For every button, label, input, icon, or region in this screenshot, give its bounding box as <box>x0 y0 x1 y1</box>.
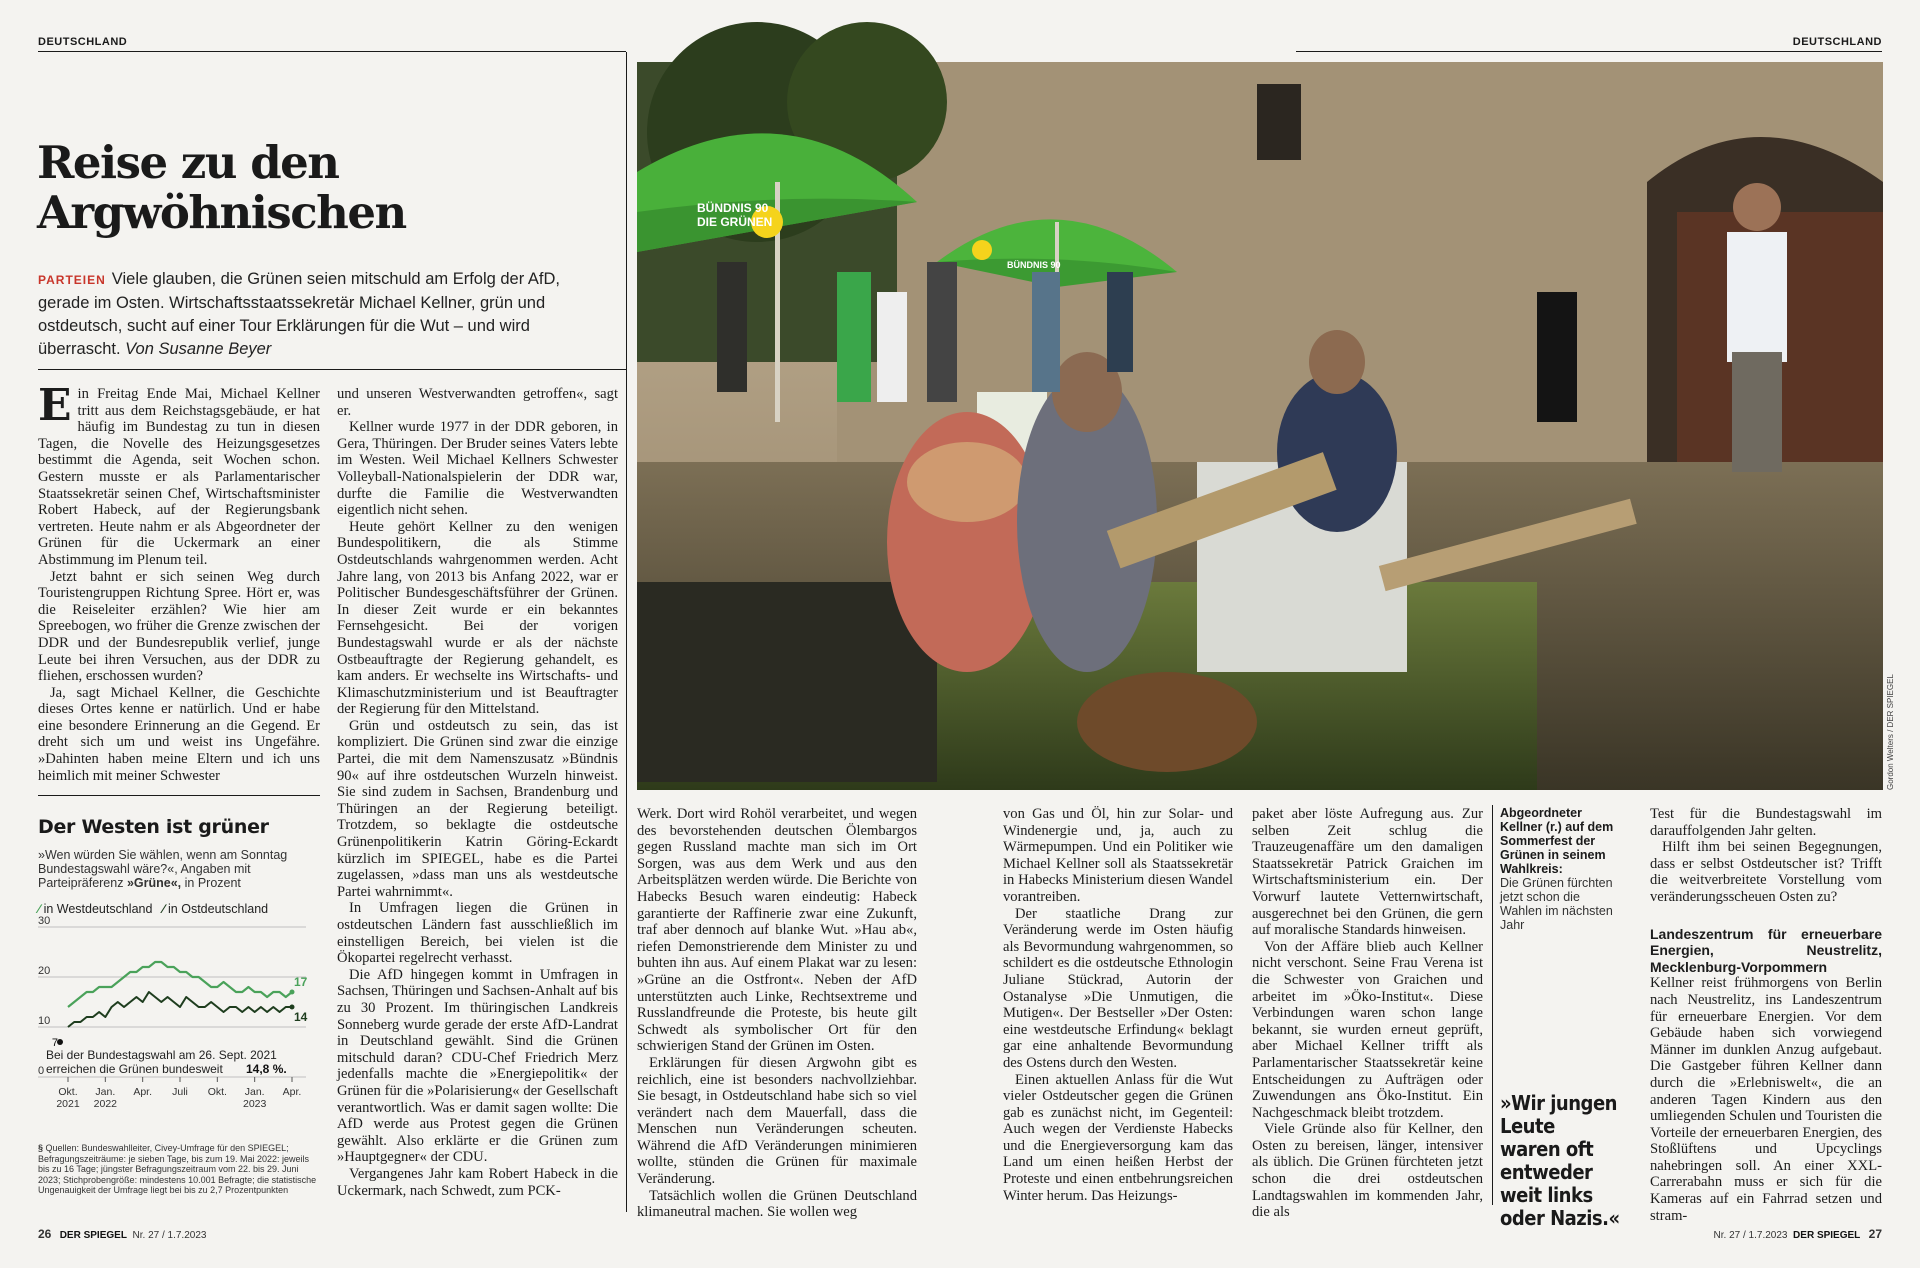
photo-caption <box>1500 806 1620 932</box>
text-column-1 <box>38 380 320 788</box>
chart-title: Der Westen ist grüner <box>38 816 269 838</box>
legend-swatch-west: ∕ <box>38 902 41 916</box>
x-tick-label: Apr. <box>282 1086 302 1098</box>
x-tick-label: 2023 <box>242 1098 267 1110</box>
col3-para-1: Werk. Dort wird Rohöl verarbeitet, und wegen des bevorstehenden deutschen Ölembargos gegen Russland machte man sich im Ort Sorgen, was aus dem Werk und aus den Arbeitsplätzen werden würde. Die Berichte von Habecks Besuch waren eindeutig: Habeck garantierte der Raffinerie zwar eine Zukunft, traf aber dennoch auf blanke Wut. »Hau ab«, riefen Demonstrierende dem Minister zu und buhten ihn aus. Auf einem Plakat war zu lesen: »Grüne an die Ostfront«. Neben der AfD unterstützten auch Linke, Rechtsextreme und Russlandfreunde die Proteste, bis heute gilt Schwedt als symbolischer Ort für den schwierigen Stand der Grünen im Osten. <box>637 806 917 1055</box>
col5-para-3: Viele Gründe also für Kellner, den Osten zu bereisen, länger, intensiver als üblich. Die Grünen fürchteten jetzt schon die drei ostdeutschen Landtagswahlen im kommenden Jahr, die als <box>1252 1121 1483 1221</box>
chart-legend <box>38 902 320 916</box>
article-lead <box>38 268 608 361</box>
text-column-2 <box>337 386 618 1208</box>
umbrella-text-1: BÜNDNIS 90 <box>697 201 769 215</box>
text-column-6 <box>1650 806 1882 1224</box>
caption-bold: Abgeordneter Kellner (r.) auf dem Sommerfest der Grünen in seinem Wahlkreis: <box>1500 806 1614 876</box>
chart-top-rule <box>38 795 320 796</box>
chart-subtitle-text: »Wen würden Sie wählen, wenn am Sonntag Bundestagswahl wäre?«, Angaben mit Parteipräferenz <box>38 848 288 890</box>
text-column-3 <box>637 806 917 1221</box>
x-tick-label: 2022 <box>93 1098 118 1110</box>
col2-para-3: Heute gehört Kellner zu den wenigen Bundespolitikern, die als Stimme Ostdeutschlands wahrgenommen werden. Acht Jahre lang, von 2013 bis Anfang 2022, war er Politischer Bundesgeschäftsführer der Grünen. In dieser Zeit wurde er ein bekanntes Fernsehgesicht. Bei der vorigen Bundestagswahl wurde er als der nächste Ostbeauftragte der Regierung gehandelt, es kam anders. Er wechselte ins Wirtschafts- und Klimaschutzministerium und ist Beauftragter der Regierung für den Mittelstand. <box>337 518 618 718</box>
article-title <box>37 138 597 238</box>
end-point-east <box>290 1005 295 1010</box>
magazine-name-right: DER SPIEGEL <box>1793 1230 1861 1241</box>
photo-illustration <box>637 62 1883 790</box>
chart-subtitle-end: in Prozent <box>184 876 241 890</box>
column-rule-main <box>626 52 627 1212</box>
header-rule-left <box>38 51 626 52</box>
y-tick-label: 20 <box>38 965 51 977</box>
footer-left <box>38 1227 206 1241</box>
end-label-west: 17 <box>294 975 308 989</box>
x-tick-label: Okt. <box>207 1086 227 1098</box>
x-tick-label: Juli <box>172 1086 188 1098</box>
section-label-right: DEUTSCHLAND <box>1792 36 1882 48</box>
col2-para-1: und unseren Westverwandten getroffen«, sagt er. <box>337 386 618 419</box>
legend-swatch-east: ∕ <box>162 902 165 916</box>
legend-label-east: in Ostdeutschland <box>168 902 269 916</box>
photo-credit: Gordon Welters / DER SPIEGEL <box>1886 674 1895 790</box>
x-tick-label: Okt. <box>58 1086 78 1098</box>
svg-text:DIE GRÜNEN: DIE GRÜNEN <box>697 215 773 229</box>
text-column-4 <box>1003 806 1233 1208</box>
col4-para-1: von Gas und Öl, hin zur Solar- und Windenergie und, ja, auch zu Wärmepumpen. Und ein Politiker wie Michael Kellner soll als Staatssekretär in Habecks Ministerium diesen Wandel vorantreiben. <box>1003 806 1233 905</box>
text-column-5 <box>1252 806 1483 1221</box>
magazine-name-left: DER SPIEGEL <box>59 1230 127 1241</box>
annotation-line-1: Bei der Bundestagswahl am 26. Sept. 2021 <box>46 1048 277 1062</box>
title-line-1: Reise zu den <box>37 136 339 189</box>
kicker: PARTEIEN <box>38 273 106 287</box>
umbrella-text-2: BÜNDNIS 90 <box>1007 260 1061 270</box>
lead-rule <box>38 369 626 370</box>
chart-source: § Quellen: Bundeswahlleiter, Civey-Umfrage für den SPIEGEL; Befragungszeiträume: je sieben Tage, bis zum 19. Mai 2022: jeweils bis zu 16 Tage; jüngster Befragungszeitraum vom 22. bis 29. Juni 2023; Stichprobengröße: mindestens 10.001 Befragte; die statistische Ungenauigkeit der Umfrage liegt bei bis zu 2,7 Prozentpunkten <box>38 1143 317 1195</box>
col1-para-1: in Freitag Ende Mai, Michael Kellner tritt aus dem Reichstagsgebäude, er hat häufig im Bundestag zu tun in diesen Tagen, die Novelle des Heizungsgesetzes bestimmt die Agenda, seit Wochen schon. Gestern musste er als Parlamentarischer Staatssekretär seinen Chef, Wirtschaftsminister Robert Habeck, auf der Regierungsbank vertreten. Heute nahm er als Abgeordneter der Grünen für die Uckermark an einer Abstimmung im Plenum teil. <box>38 386 320 568</box>
annotation-value: 14,8 %. <box>246 1062 287 1076</box>
article-photo <box>637 62 1883 790</box>
subheading: Landeszentrum für erneuerbare Energien, Neustrelitz, Mecklenburg-Vorpommern <box>1650 925 1882 975</box>
x-tick-label: Apr. <box>133 1086 153 1098</box>
series-line-east <box>68 992 292 1027</box>
page-number-left: 26 <box>38 1227 52 1241</box>
lead-text: Viele glauben, die Grünen seien mitschuld am Erfolg der AfD, gerade im Osten. Wirtschaftsstaatssekretär Michael Kellner, grün und ostdeutsch, sucht auf einer Tour Erklärungen für die Wut – und wird überrascht. <box>38 270 560 358</box>
col3-para-2: Erklärungen für diesen Argwohn gibt es reichlich, eine ist besonders nachvollziehbar. Sie besagt, in Ostdeutschland habe sich so viel verändert nach dem Mauerfall, dass die Menschen nun Veränderungen scheuten. Während die AfD Veränderungen minimieren wollte, stünden die Grünen für maximale Veränderung. <box>637 1054 917 1188</box>
title-line-2: Argwöhnischen <box>37 186 406 239</box>
col4-para-2: Der staatliche Drang zur Veränderung werde im Osten häufig als Bevormundung wahrgenommen, so schildert es die ostdeutsche Ethnologin Juliane Stückrad, Autorin der Ostanalyse »Die Unmutigen, die Mutigen«. Der Bestseller »Der Osten: eine westdeutsche Erfindung« beklagt gar eine anhaltende Bevormundung des Ostens durch den Westen. <box>1003 905 1233 1071</box>
col5-para-1: paket aber löste Aufregung aus. Zur selben Zeit schlug die Trauzeugenaffäre um den damaligen Staatssekretär Patrick Graichen im Wirtschaftsministerium ein. Der Vorwurf lautete Vetternwirtschaft, ausgerechnet bei den Grünen, die gern auf moralische Standards hinweisen. <box>1252 806 1483 939</box>
col2-para-5: In Umfragen liegen die Grünen in ostdeutschen Ländern fast ausschließlich im einstelligen Bereich, bei vielen ist die Ökopartei regelrecht verhasst. <box>337 900 618 967</box>
x-tick-label: 2021 <box>56 1098 80 1110</box>
legend-item-east <box>162 902 268 916</box>
page-number-right: 27 <box>1868 1227 1882 1241</box>
col1-para-2: Jetzt bahnt er sich seinen Weg durch Touristengruppen Richtung Spree. Hört er, was die Reiseleiter erzählen? Wie hier am Spreebogen, wo früher die Grenze zwischen der DDR und der Bundesrepublik verlief, junge Leute bei ihren Versuchen, aus der DDR zu fliehen, erschossen wurden? <box>38 568 320 685</box>
col2-para-6: Die AfD hingegen kommt in Umfragen in Sachsen, Thüringen und Sachsen-Anhalt auf bis zu 30 Prozent. Im thüringischen Landkreis Sonneberg wurde gerade der erste AfD-Landrat in Deutschland gewählt. Sind die Grünen mitschuld daran? CDU-Chef Friedrich Merz jedenfalls machte die »Energiepolitik« der Grünen für die »Polarisierung« der Gesellschaft verantwortlich. Was er damit sagen wollte: Die AfD werde aus Protest gegen die Grünen gewählt. Also erklärte er die Grünen zum »Hauptgegner« der CDU. <box>337 966 618 1166</box>
col2-para-2: Kellner wurde 1977 in der DDR geboren, in Gera, Thüringen. Der Bruder seines Vaters lebte im Westen. Weil Michael Kellners Schwester Volleyball-Nationalspielerin der DDR war, durfte die Familie die Westverwandten eigentlich nicht sehen. <box>337 419 618 519</box>
author-byline: Von Susanne Beyer <box>125 340 272 358</box>
header-rule-right <box>1296 51 1882 52</box>
annotation-line-2: erreichen die Grünen bundesweit <box>46 1062 223 1076</box>
col4-para-3: Einen aktuellen Anlass für die Wut vieler Ostdeutscher gegen die Grünen gab es zunächst nicht, im Gegenteil: Auch wegen der Verdienste Habecks und die Energieversorgung kam das Land um einen heißen Herbst der Proteste und einen entbehrungsreichen Winter herum. Das Heizungs- <box>1003 1071 1233 1204</box>
col6-para-1: Test für die Bundestagswahl im darauffolgenden Jahr gelten. <box>1650 806 1882 839</box>
legend-item-west <box>38 902 152 916</box>
pull-quote: »Wir jungen Leute waren oft entweder weit links oder Nazis.« <box>1500 1091 1620 1230</box>
caption-text: Die Grünen fürchten jetzt schon die Wahlen im nächsten Jahr <box>1500 876 1613 932</box>
y-tick-label: 0 <box>38 1065 45 1077</box>
x-tick-label: Jan. <box>244 1086 265 1098</box>
col6-para-2: Hilft ihm bei seinen Begegnungen, dass er selbst Ostdeutscher ist? Trifft die weitverbreitete Vorstellung vom veränderungsscheuen Osten zu? <box>1650 839 1882 905</box>
x-tick-label: Jan. <box>95 1086 116 1098</box>
end-point-west <box>290 990 295 995</box>
col3-para-3: Tatsächlich wollen die Grünen Deutschland klimaneutral machen. Sie wollen weg <box>637 1187 917 1221</box>
line-chart <box>38 915 320 1117</box>
issue-info-left: Nr. 27 / 1.7.2023 <box>132 1230 207 1241</box>
footer-right <box>1714 1227 1882 1241</box>
series-line-west <box>68 962 292 1007</box>
y-tick-label: 10 <box>38 1015 51 1027</box>
column-rule-caption <box>1492 805 1493 1205</box>
col2-para-7: Vergangenes Jahr kam Robert Habeck in die Uckermark, nach Schwedt, zum PCK- <box>337 1165 618 1199</box>
start-value-label: 7 <box>51 1037 58 1049</box>
dropcap: E <box>38 380 72 431</box>
chart-source-text: Quellen: Bundeswahlleiter, Civey-Umfrage für den SPIEGEL; Befragungszeiträume: je sieben Tage, bis zum 19. Mai 2022: jeweils bis zu 16 Tage; jüngster Befragungszeitraum vom 22. bis 29. Juni 2023; Stichprobengröße: mindestens 10.001 Befragte; die statistische Ungenauigkeit der Umfrage liegt bei bis zu 2,7 Prozentpunkten <box>38 1143 317 1195</box>
issue-info-right: Nr. 27 / 1.7.2023 <box>1713 1230 1788 1241</box>
col6-para-3: Kellner reist frühmorgens von Berlin nach Neustrelitz, ins Landeszentrum für erneuerbare Energien. Vor dem Gebäude haben sich vorwiegend Männer im dunklen Anzug aufgebaut. Die Gastgeber führen Kellner dann durch die »Erlebniswelt«, die an anderen Tagen Kindern aus den umliegenden Schulen und Touristen die Vorteile der erneuerbaren Energien, des Stoßlüftens und Upcyclings nahebringen soll. An einer XXL-Carrerabahn muss er sich für die Kameras auf ein Fahrrad setzen und stram- <box>1650 975 1882 1224</box>
col2-para-4: Grün und ostdeutsch zu sein, das ist kompliziert. Die Grünen sind zwar die einzige Partei, die mit dem Namenszusatz »Bündnis 90« auf ihre ostdeutschen Wurzeln hinweist. Sie sind zudem in Sachsen, Brandenburg und Thüringen an der Regierung beteiligt. Trotzdem, so beklagte die ostdeutsche Grünenpolitikerin Katrin Göring-Eckardt kürzlich im SPIEGEL, habe es die Partei zugelassen, »dass man uns als westdeutsche Partei wahrnimmt«. <box>337 717 618 900</box>
y-tick-label: 30 <box>38 915 51 927</box>
chart-subtitle <box>38 848 318 890</box>
end-label-east: 14 <box>294 1010 308 1024</box>
chart-box <box>38 795 320 1213</box>
col1-para-3: Ja, sagt Michael Kellner, die Geschichte dieses Ortes kenne er natürlich. Und er habe eine besondere Erinnerung an die Gegend. Er dreht sich um und weist ins Ungefähre. »Dahinten haben meine Eltern und ich uns heimlich mit meiner Schwester <box>38 684 320 784</box>
legend-label-west: in Westdeutschland <box>43 902 153 916</box>
col5-para-2: Von der Affäre blieb auch Kellner nicht verschont. Seine Frau Verena ist die Schwester von Graichen und arbeitet im »Öko-Institut«. Diese Verbindungen waren schon lange bekannt, sie wurden erneut geprüft, aber Michael Kellner trifft als Parlamentarischer Staatssekretär keine Entscheidungen zu Aufträgen oder Zuwendungen ans Öko-Institut. Ein Nachgeschmack bleibt trotzdem. <box>1252 938 1483 1121</box>
section-label-left: DEUTSCHLAND <box>38 36 128 48</box>
chart-subtitle-bold: »Grüne«, <box>126 876 182 890</box>
